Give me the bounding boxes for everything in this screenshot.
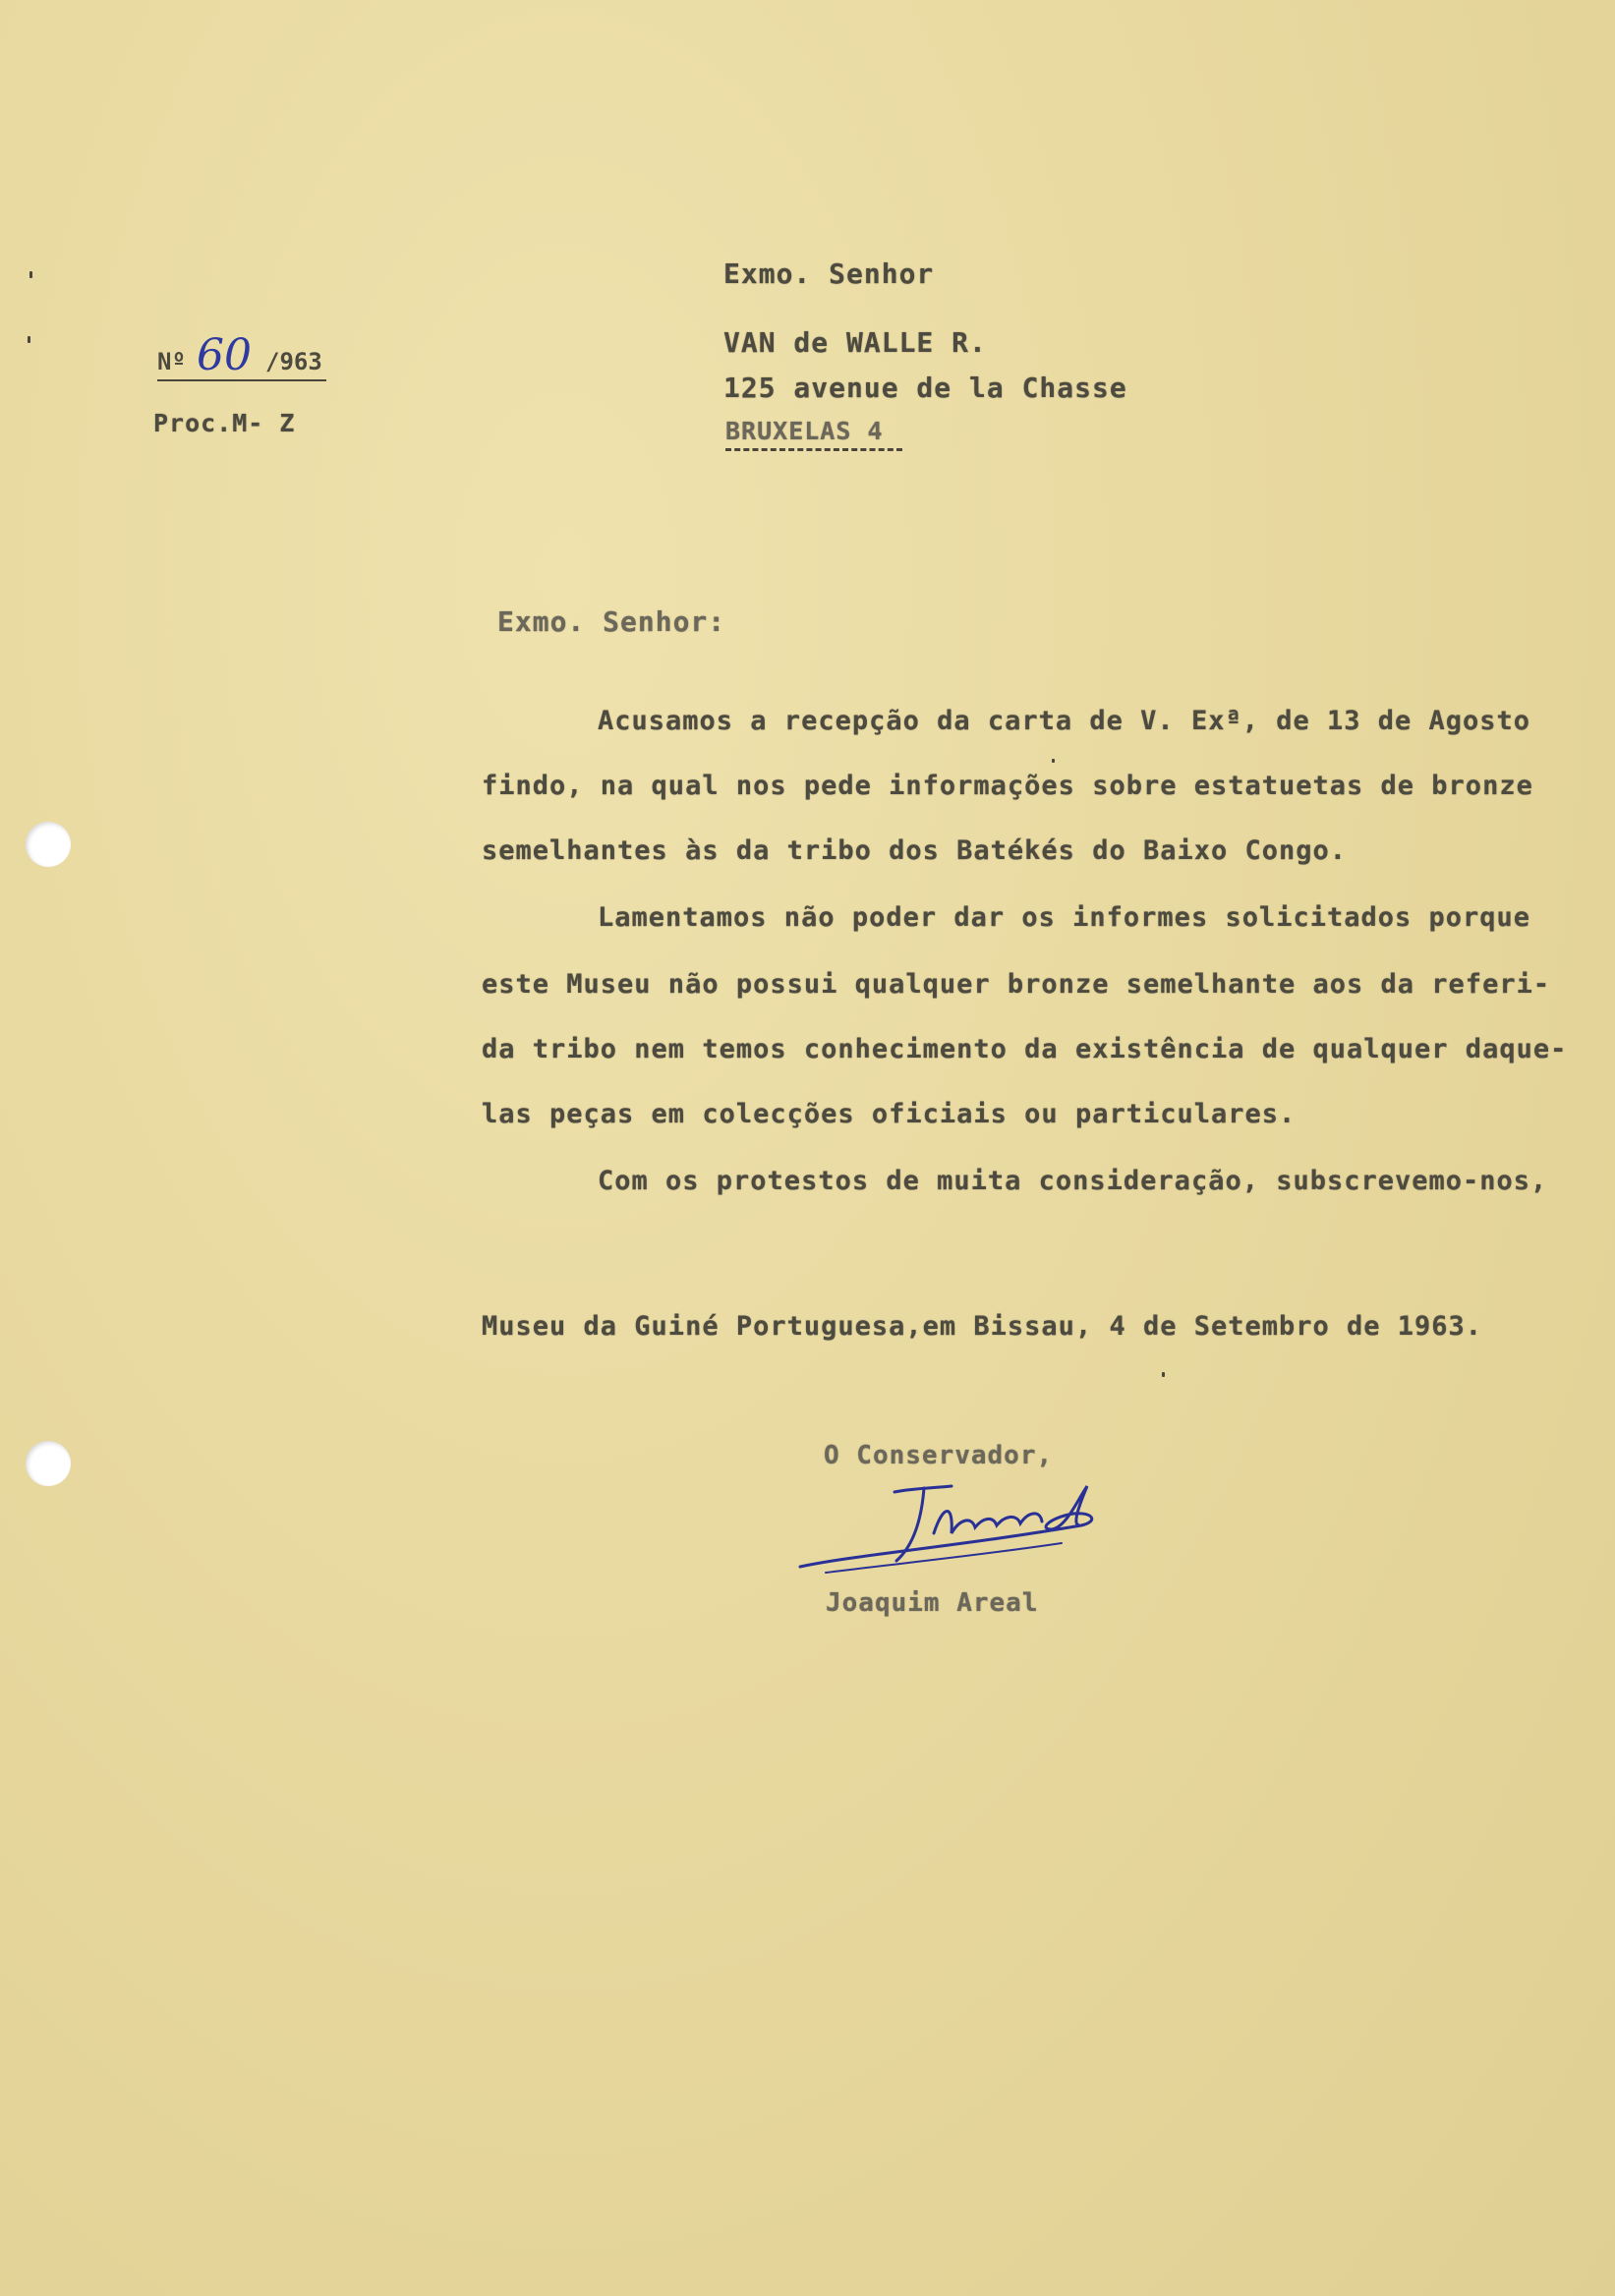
signatory-name: Joaquim Areal (826, 1588, 1039, 1618)
greeting: Exmo. Senhor: (497, 605, 726, 638)
place-date: Museu da Guiné Portuguesa,em Bissau, 4 de Setembro de 1963. (482, 1311, 1483, 1342)
city-underline (725, 448, 902, 455)
punch-hole-bottom (26, 1441, 71, 1486)
handwritten-signature (786, 1464, 1101, 1592)
handwritten-reference-number: 60 (197, 330, 252, 380)
addressee-city: BRUXELAS 4 (725, 417, 884, 445)
body-line: las peças em colecções oficiais ou particulares. (482, 1099, 1297, 1129)
paper-speck (1162, 1372, 1165, 1377)
addressee-name: VAN de WALLE R. (723, 326, 987, 359)
reference-year: /963 (265, 348, 322, 375)
punch-hole-top (26, 822, 71, 867)
reference-number (157, 330, 326, 381)
body-line: semelhantes às da tribo dos Batékés do Baixo Congo. (482, 835, 1348, 866)
body-line: findo, na qual nos pede informações sobre estatuetas de bronze (482, 771, 1533, 801)
reference-prefix: Nº (157, 348, 186, 375)
paper-speck (28, 336, 30, 343)
body-line: Com os protestos de muita consideração, subscrevemo-nos, (598, 1166, 1548, 1196)
addressee-street: 125 avenue de la Chasse (723, 372, 1127, 404)
sign-off-title: O Conservador, (824, 1441, 1054, 1470)
body-line: Acusamos a recepção da carta de V. Exª, de 13 de Agosto (598, 706, 1531, 736)
paper-speck (29, 271, 32, 278)
process-code: Proc.M- Z (153, 409, 296, 437)
body-line: este Museu não possui qualquer bronze semelhante aos da referi- (482, 969, 1551, 1000)
addressee-salutation: Exmo. Senhor (723, 258, 935, 290)
body-line: da tribo nem temos conhecimento da existência de qualquer daque- (482, 1034, 1568, 1064)
paper-speck (1052, 759, 1055, 763)
body-line: Lamentamos não poder dar os informes solicitados porque (598, 902, 1531, 933)
